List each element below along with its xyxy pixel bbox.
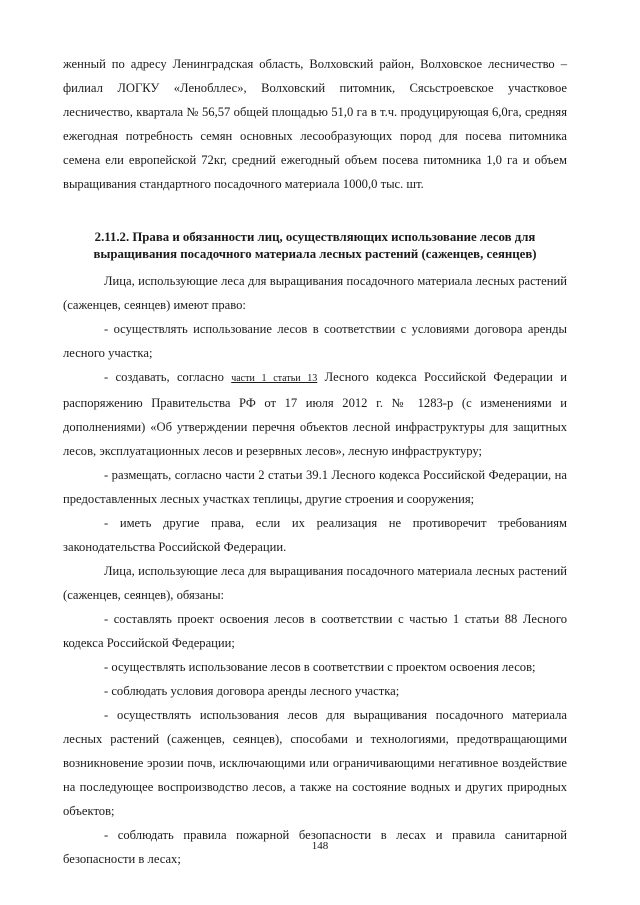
- obligations-item-lease-terms: - соблюдать условия договора аренды лесного участка;: [104, 684, 400, 698]
- page-content: [63, 52, 567, 871]
- rights-item-infrastructure: [63, 365, 567, 463]
- obligations-item-development-project: - составлять проект освоения лесов в соответствии с частью 1 статьи 88 Лесного кодекса Российской Федерации;: [63, 612, 567, 650]
- intro-paragraph: женный по адресу Ленинградская область, Волховский район, Волховское лесничество – филиал ЛОГКУ «Ленобллес», Волховский питомник, Сясьстроевское участковое лесничество, квартала № 56,57 общей площадью 51,0 га в т.ч. продуцирующая 6,0га, средняя ежегодная потребность семян основных лесообразующих пород для посева питомника семена ели европейской 72кг, средний ежегодный объем посева питомника 1,0 га и объем выращивания стандартного посадочного материала 1000,0 тыс. шт.: [63, 57, 567, 191]
- rights-item-greenhouses: - размещать, согласно части 2 статьи 39.1 Лесного кодекса Российской Федерации, на предоставленных лесных участках теплицы, другие строения и сооружения;: [63, 468, 567, 506]
- rights-item-infrastructure-lead: - создавать, согласно: [104, 370, 232, 384]
- rights-item-other-rights: - иметь другие права, если их реализация не противоречит требованиям законодательства Российской Федерации.: [63, 516, 567, 554]
- obligations-intro-paragraph: Лица, использующие леса для выращивания посадочного материала лесных растений (саженцев, сеянцев), обязаны:: [63, 564, 567, 602]
- rights-intro-paragraph: Лица, использующие леса для выращивания посадочного материала лесных растений (саженцев, сеянцев) имеют право:: [63, 274, 567, 312]
- rights-item-infrastructure-rest: Лесного кодекса Российской Федерации и распоряжению Правительства РФ от 17 июля 2012 г. № 1283-р (с изменениями и дополнениями) «Об утверждении перечня объектов лесной инфраструктуры для защитных лесов, эксплуатационных лесов и резервных лесов», лесную инфраструктуру;: [63, 370, 567, 458]
- section-heading: 2.11.2. Права и обязанности лиц, осуществляющих использование лесов для выращивания посадочного материала лесных растений (саженцев, сеянцев): [93, 230, 537, 261]
- rights-item-lease-use: - осуществлять использование лесов в соответствии с условиями договора аренды лесного участка;: [63, 322, 567, 360]
- page-number: 148: [311, 840, 329, 852]
- obligations-item-fire-safety: - соблюдать правила пожарной безопасности в лесах и правила санитарной безопасности в лесах;: [63, 828, 567, 866]
- obligations-item-erosion-prevention: - осуществлять использования лесов для выращивания посадочного материала лесных растений (саженцев, сеянцев), способами и технологиями, предотвращающими возникновение эрозии почв, исключающими или ограничивающими негативное воздействие на последующее воспроизводство лесов, а также на состояние водных и других природных объектов;: [63, 708, 567, 818]
- forest-code-article-link[interactable]: части 1 статьи 13: [231, 373, 318, 384]
- obligations-item-follow-project: - осуществлять использование лесов в соответствии с проектом освоения лесов;: [104, 660, 536, 674]
